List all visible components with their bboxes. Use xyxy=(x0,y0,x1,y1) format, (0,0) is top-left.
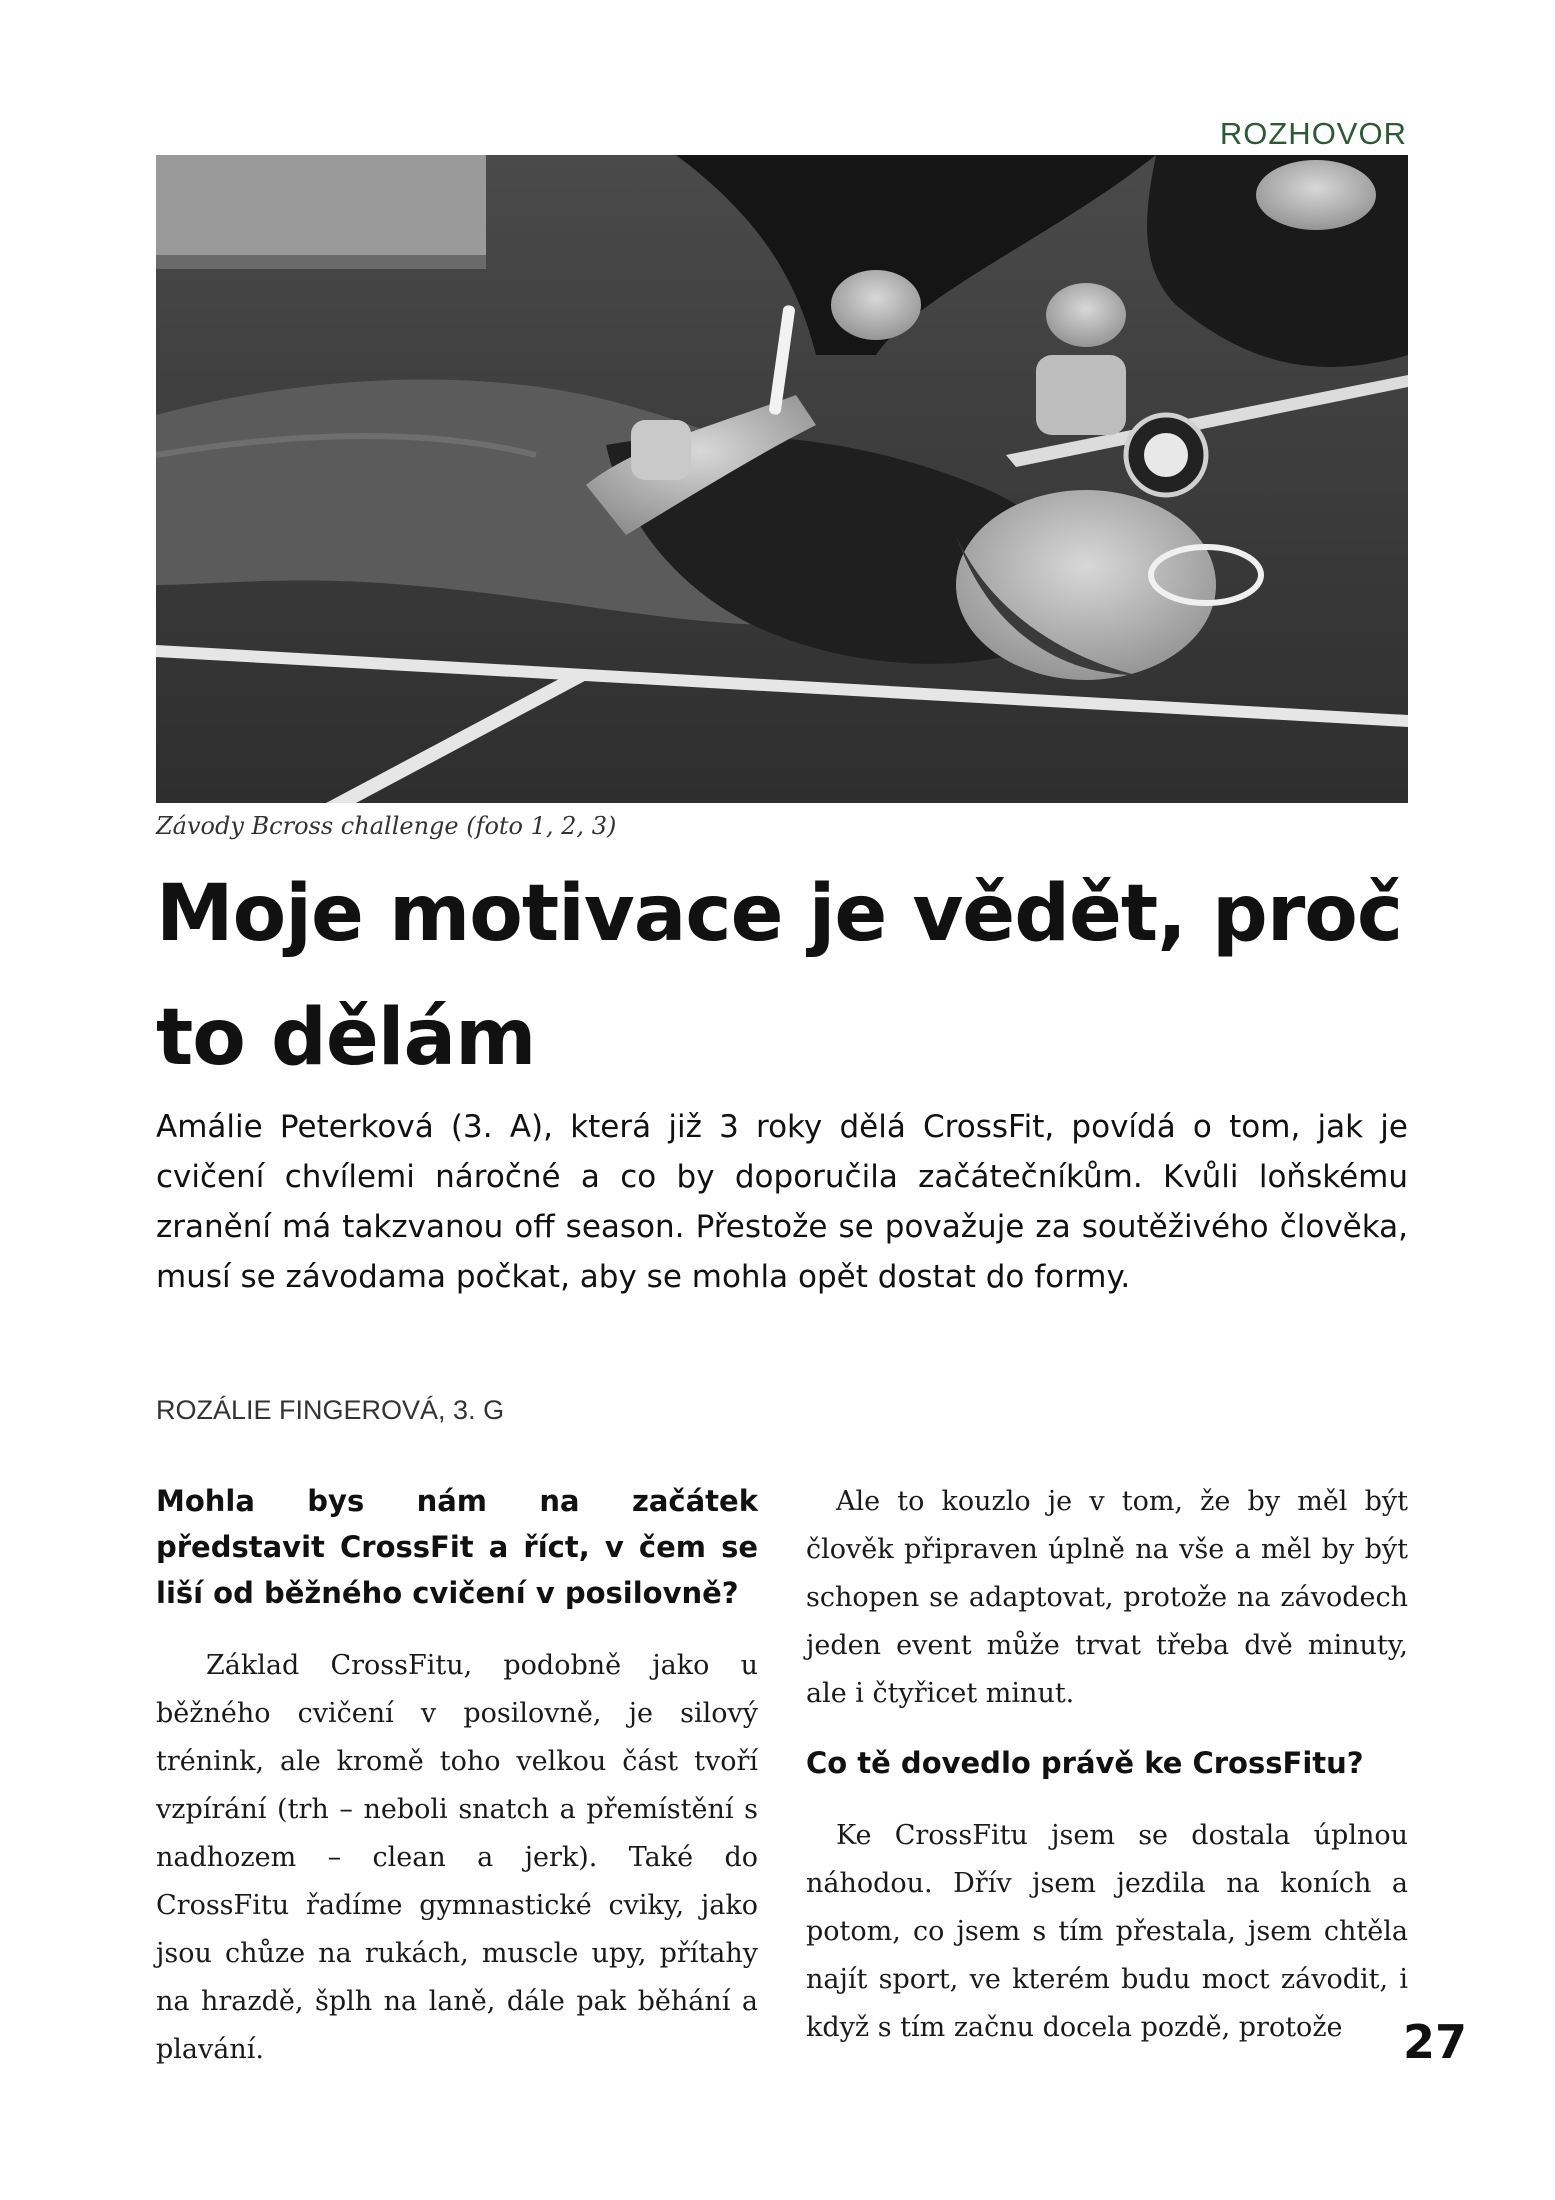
article-photo xyxy=(156,155,1408,803)
text-column-left xyxy=(156,1478,758,2096)
interview-answer: Základ CrossFitu, podobně jako u běžného cvičení v posilovně, je silový trénink, ale kromě toho velkou část tvoří vzpírání (trh – neboli snatch a přemístění s nadhozem – clean a jerk). Také do CrossFitu řadíme gymnastické cviky, jako jsou chůze na rukách, muscle upy, přítahy na hrazdě, šplh na laně, dále pak běhání a plavání. xyxy=(156,1650,758,2065)
section-label: ROZHOVOR xyxy=(1219,116,1407,151)
athlete-lying-on-track-photo xyxy=(156,155,1408,803)
article-title: Moje motivace je vědět, proč to dělám xyxy=(156,869,1403,1083)
page-number: 27 xyxy=(1402,2015,1467,2069)
interview-answer: Ke CrossFitu jsem se dostala úplnou náhodou. Dřív jsem jezdila na koních a potom, co jsem s tím přestala, jsem chtěla najít sport, ve kterém budu moct závodit, i když s tím začnu docela pozdě, protože xyxy=(806,1820,1408,2043)
photo-caption: Závody Bcross challenge (foto 1, 2, 3) xyxy=(156,812,617,840)
interview-answer: Ale to kouzlo je v tom, že by měl být člověk připraven úplně na vše a měl by být schopen se adaptovat, protože na závodech jeden event může trvat třeba dvě minuty, ale i čtyřicet minut. xyxy=(806,1486,1408,1709)
interview-question: Mohla bys nám na začátek představit CrossFit a říct, v čem se liší od běžného cvičení v posilovně? xyxy=(156,1484,758,1610)
author-byline: ROZÁLIE FINGEROVÁ, 3. G xyxy=(156,1395,505,1425)
text-column-right xyxy=(806,1478,1408,2074)
article-lead: Amálie Peterková (3. A), která již 3 roky dělá CrossFit, povídá o tom, jak je cvičení chvílemi náročné a co by doporučila začátečníkům. Kvůli loňskému zranění má takzvanou off season. Přestože se považuje za soutěživého člověka, musí se závodama počkat, aby se mohla opět dostat do formy. xyxy=(156,1109,1408,1295)
interview-question: Co tě dovedlo právě ke CrossFitu? xyxy=(806,1746,1364,1780)
